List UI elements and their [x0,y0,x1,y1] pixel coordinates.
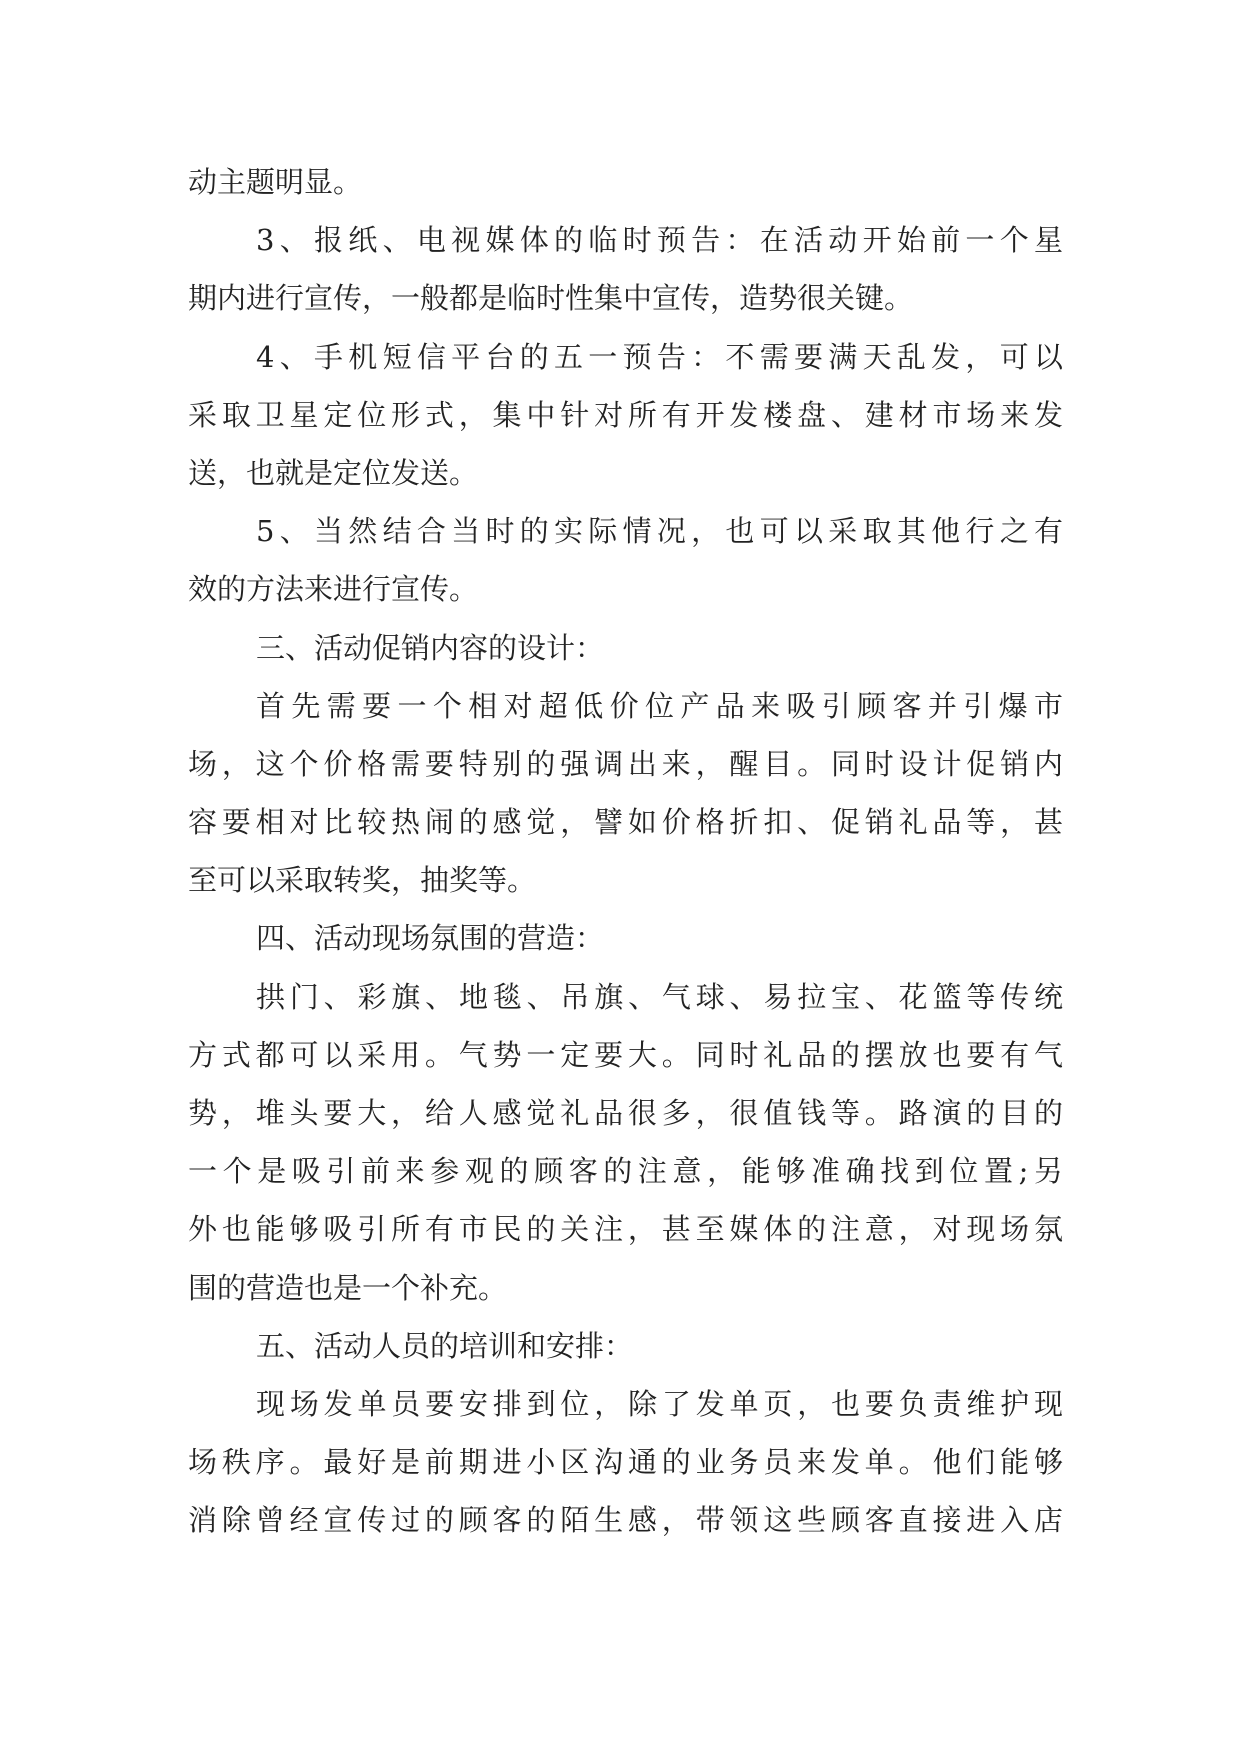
text-line: 围的营造也是一个补充。 [188,1270,508,1305]
text-line: 送，也就是定位发送。 [188,455,479,490]
text-line: 五、活动人员的培训和安排： [256,1328,634,1363]
text-line: 外也能够吸引所有市民的关注，甚至媒体的注意，对现场氛 [188,1212,1063,1247]
text-line: 动主题明显。 [188,165,363,199]
text-line: 现场发单员要安排到位，除了发单页，也要负责维护现 [256,1386,1063,1421]
text-line: 效的方法来进行宣传。 [188,572,479,607]
document-body [188,153,1063,1550]
text-line: 势，堆头要大，给人感觉礼品很多，很值钱等。路演的目的 [188,1096,1063,1130]
text-line: 4、手机短信平台的五一预告：不需要满天乱发，可以 [256,339,1063,374]
text-line: 容要相对比较热闹的感觉，譬如价格折扣、促销礼品等，甚 [188,805,1063,840]
text-line: 5、当然结合当时的实际情况，也可以采取其他行之有 [256,514,1063,549]
text-line: 3、报纸、电视媒体的临时预告：在活动开始前一个星 [256,223,1063,258]
text-line: 三、活动促销内容的设计： [256,630,605,665]
text-line: 场，这个价格需要特别的强调出来，醒目。同时设计促销内 [188,746,1063,781]
text-line: 拱门、彩旗、地毯、吊旗、气球、易拉宝、花篮等传统 [256,979,1063,1014]
text-line: 期内进行宣传，一般都是临时性集中宣传，造势很关键。 [188,281,914,316]
text-line: 消除曾经宣传过的顾客的陌生感，带领这些顾客直接进入店 [188,1503,1063,1538]
text-line: 场秩序。最好是前期进小区沟通的业务员来发单。他们能够 [188,1445,1063,1480]
text-line: 首先需要一个相对超低价位产品来吸引顾客并引爆市 [256,688,1063,723]
text-line: 四、活动现场氛围的营造： [256,921,605,956]
text-line: 至可以采取转奖，抽奖等。 [188,863,537,898]
text-line: 方式都可以采用。气势一定要大。同时礼品的摆放也要有气 [188,1037,1063,1072]
text-line: 一个是吸引前来参观的顾客的注意，能够准确找到位置;另 [188,1154,1063,1189]
text-line: 采取卫星定位形式，集中针对所有开发楼盘、建材市场来发 [188,397,1063,432]
